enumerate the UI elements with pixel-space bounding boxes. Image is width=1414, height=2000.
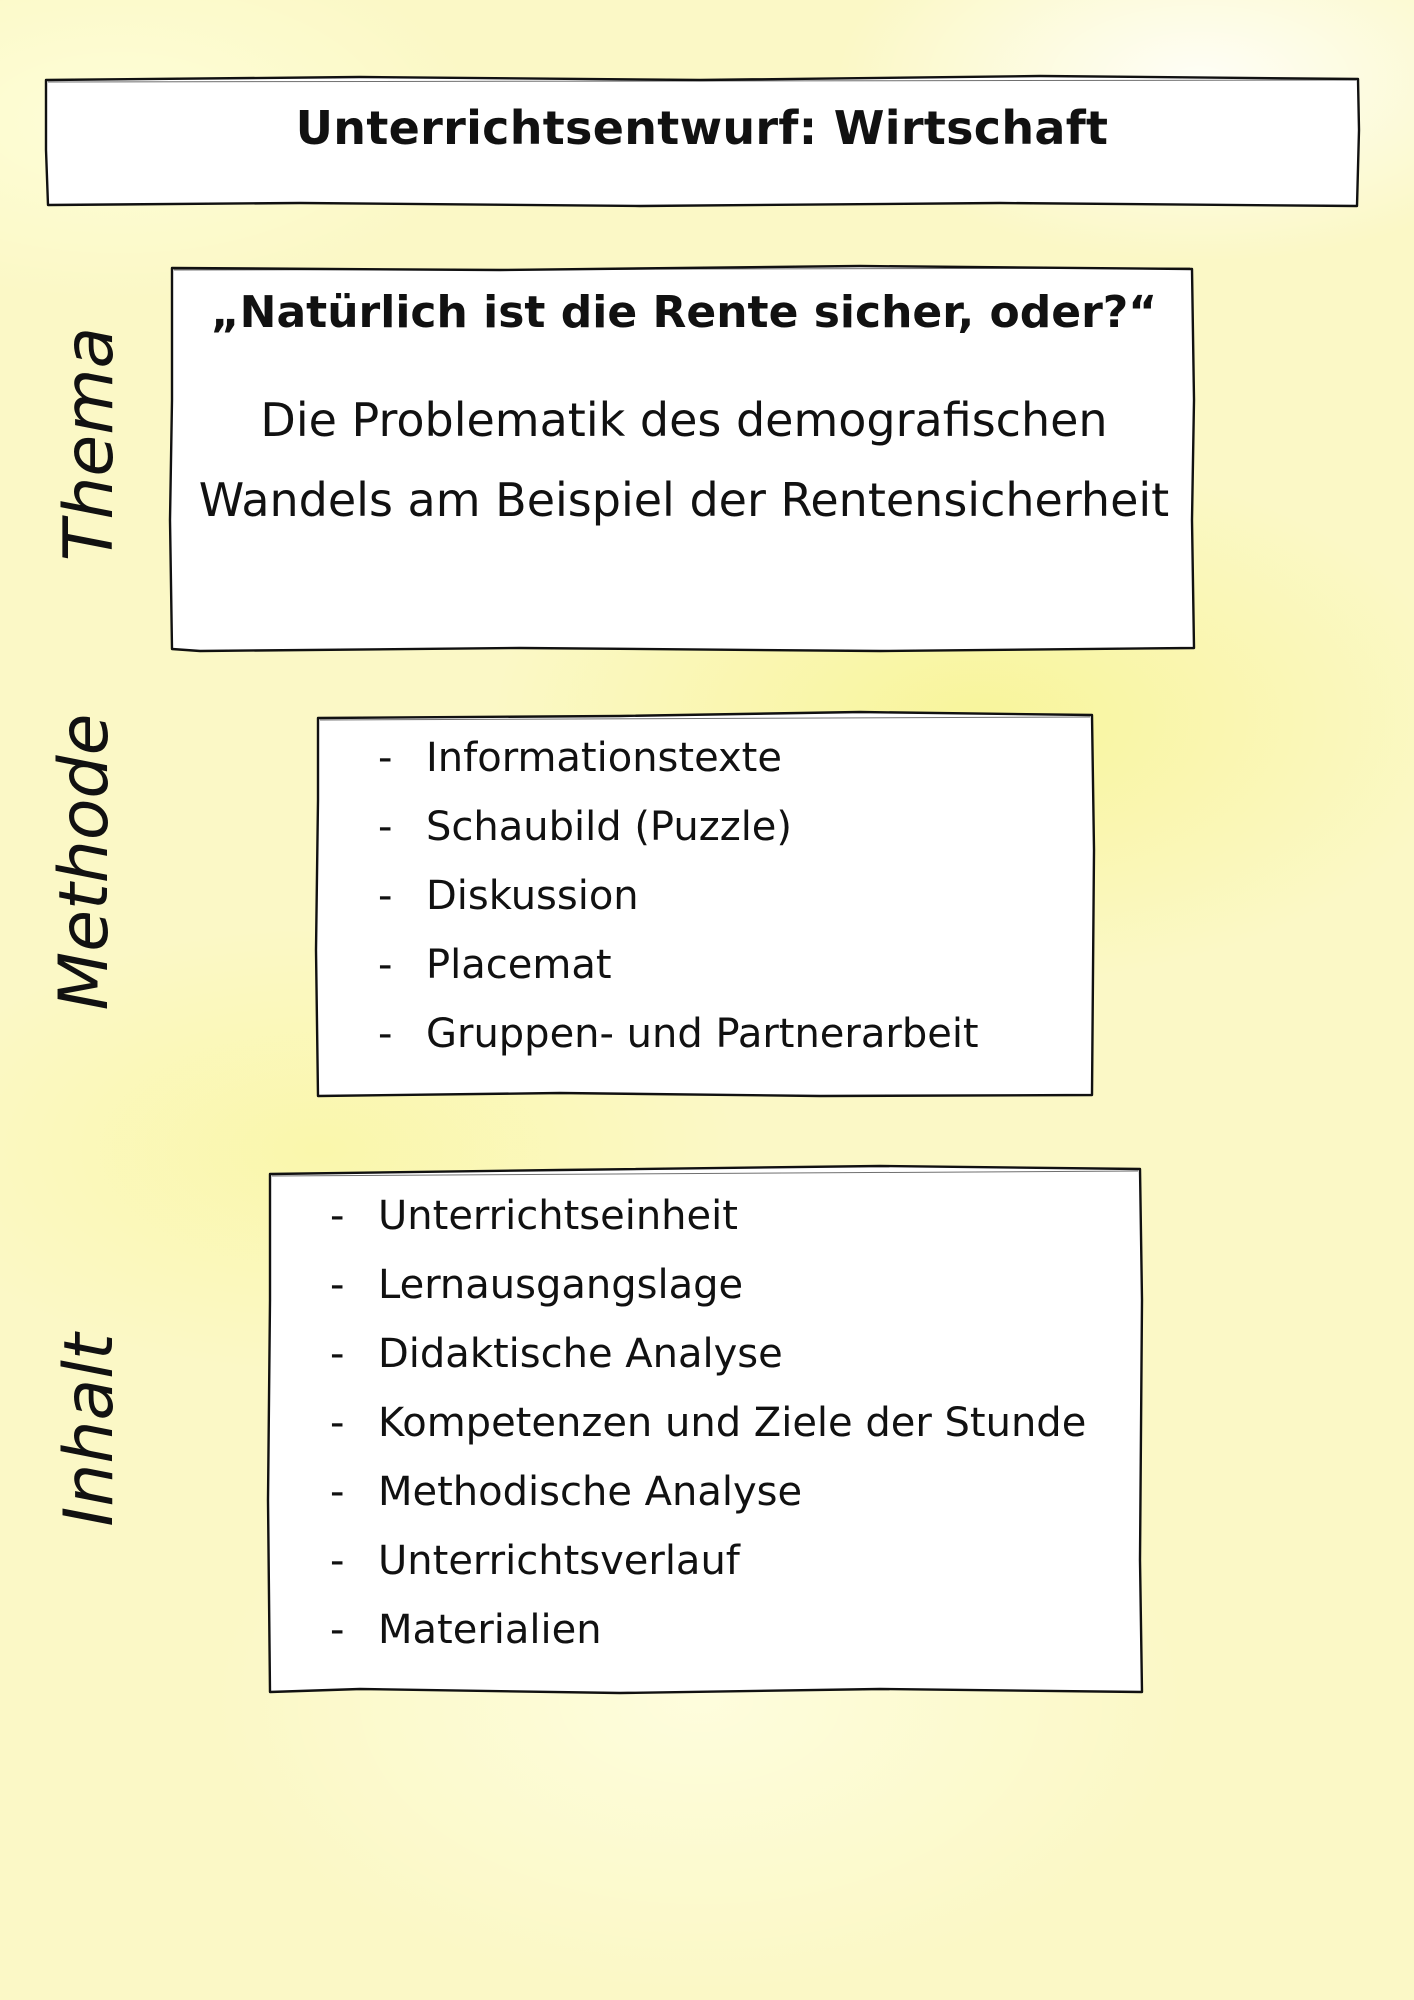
- inhalt-list: [330, 1182, 1086, 1665]
- bullet-dash: -: [378, 873, 393, 919]
- list-item: [330, 1320, 1086, 1389]
- list-item: [330, 1527, 1086, 1596]
- thema-description: Die Problematik des demografischen Wandels am Beispiel der Rentensicherheit: [198, 393, 1170, 527]
- list-item-label: Informationstexte: [426, 735, 782, 781]
- list-item-label: Lernausgangslage: [378, 1262, 744, 1308]
- list-item-label: Materialien: [378, 1607, 602, 1653]
- side-label-thema: Thema: [50, 326, 129, 562]
- list-item-label: Didaktische Analyse: [378, 1331, 783, 1377]
- side-label-inhalt: Inhalt: [50, 1333, 129, 1527]
- list-item-label: Unterrichtsverlauf: [378, 1538, 740, 1584]
- bullet-dash: -: [330, 1262, 345, 1308]
- list-item-label: Unterrichtseinheit: [378, 1193, 738, 1239]
- bullet-dash: -: [378, 1011, 393, 1057]
- bullet-dash: -: [330, 1607, 345, 1653]
- bullet-dash: -: [378, 804, 393, 850]
- list-item: [330, 1182, 1086, 1251]
- list-item-label: Gruppen- und Partnerarbeit: [426, 1011, 979, 1057]
- bullet-dash: -: [330, 1469, 345, 1515]
- list-item: [330, 1389, 1086, 1458]
- list-item: [330, 1458, 1086, 1527]
- page-title: Unterrichtsentwurf: Wirtschaft: [295, 101, 1109, 155]
- side-label-methode: Methode: [45, 713, 124, 1011]
- bullet-dash: -: [330, 1538, 345, 1584]
- bullet-dash: -: [330, 1193, 345, 1239]
- list-item-label: Placemat: [426, 942, 612, 988]
- list-item-label: Methodische Analyse: [378, 1469, 803, 1515]
- bullet-dash: -: [378, 942, 393, 988]
- list-item-label: Diskussion: [426, 873, 639, 919]
- list-item-label: Schaubild (Puzzle): [426, 804, 793, 850]
- bullet-dash: -: [330, 1400, 345, 1446]
- bullet-dash: -: [330, 1331, 345, 1377]
- list-item-label: Kompetenzen und Ziele der Stunde: [378, 1400, 1087, 1446]
- list-item: [330, 1596, 1086, 1665]
- list-item: [330, 1251, 1086, 1320]
- thema-quote: „Natürlich ist die Rente sicher, oder?“: [210, 287, 1158, 338]
- bullet-dash: -: [378, 735, 393, 781]
